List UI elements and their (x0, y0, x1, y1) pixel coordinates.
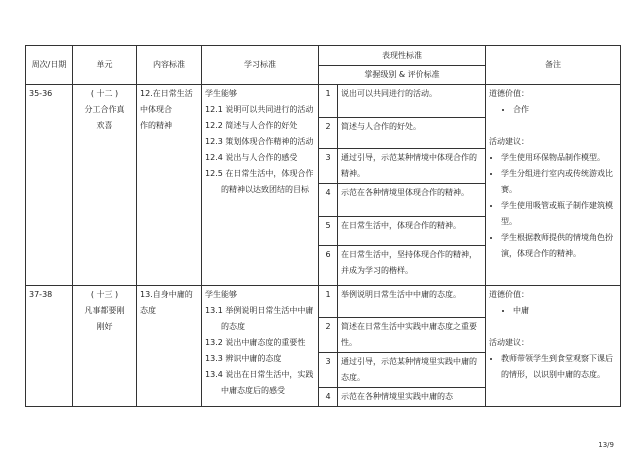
level-number: 6 (319, 246, 338, 286)
activity-item: • 学生分组进行室内或传统游戏比赛。 (501, 166, 617, 198)
learning-item: 12.4 说出与人合作的感受 (205, 153, 298, 162)
learning-intro: 学生能够 (205, 89, 237, 98)
remarks-cell (486, 85, 621, 286)
level-number: 2 (319, 118, 338, 149)
content-standard-cell: 13.自身中庸的 态度 (137, 286, 202, 407)
learning-item: 12.1 说明可以共同进行的活动 (205, 105, 314, 114)
week-cell: 35-36 (26, 85, 73, 286)
level-number: 1 (319, 286, 338, 318)
activity-title: 活动建议： (489, 338, 529, 347)
level-number: 2 (319, 318, 338, 353)
value-item: • 中庸 (513, 303, 617, 319)
level-number: 4 (319, 388, 338, 407)
activity-title: 活动建议： (489, 137, 529, 146)
level-text: 示范在各种情境里体现合作的精神。 (338, 184, 486, 217)
value-title: 道德价值： (489, 290, 529, 299)
level-number: 1 (319, 85, 338, 118)
unit-cell: ( 十三 ) 凡事都要刚 刚好 (73, 286, 137, 407)
level-text: 示范在各种情境里实践中庸的态 (338, 388, 486, 407)
header-week: 周次/日期 (26, 46, 73, 85)
value-item: • 合作 (513, 102, 617, 118)
level-number: 3 (319, 149, 338, 184)
remarks-cell (486, 286, 621, 407)
header-performance-sub: 掌握级别 & 评价标准 (319, 66, 486, 85)
learning-item: 13.2 说出中庸态度的重要性 (205, 338, 306, 347)
level-text: 简述与人合作的好处。 (338, 118, 486, 149)
header-learning-standard: 学习标准 (202, 46, 319, 85)
level-text: 在日常生活中，体现合作的精神。 (338, 217, 486, 246)
activity-item: • 学生使用吸管或瓶子制作建筑模型。 (501, 198, 617, 230)
header-unit: 单元 (73, 46, 137, 85)
value-title: 道德价值： (489, 89, 529, 98)
level-text: 举例说明日常生活中中庸的态度。 (338, 286, 486, 318)
level-number: 4 (319, 184, 338, 217)
curriculum-table (25, 45, 621, 407)
learning-item: 13.3 辨识中庸的态度 (205, 354, 282, 363)
learning-standard-cell (202, 286, 319, 407)
learning-item: 12.5 在日常生活中，体现合作 的精神以达致团结的目标 (205, 169, 314, 194)
unit-cell: ( 十二 ) 分工合作真 欢喜 (73, 85, 137, 286)
level-text: 通过引导，示范某种情境中体现合作的精神。 (338, 149, 486, 184)
level-text: 简述在日常生活中实践中庸态度之重要性。 (338, 318, 486, 353)
header-remarks: 备注 (486, 46, 621, 85)
activity-item: • 教师带领学生到食堂观察下课后的情形，以识别中庸的态度。 (501, 351, 617, 383)
level-number: 3 (319, 353, 338, 388)
week-cell: 37-38 (26, 286, 73, 407)
activity-item: • 学生使用环保物品制作模型。 (501, 150, 617, 166)
level-text: 在日常生活中，坚持体现合作的精神，并成为学习的楷样。 (338, 246, 486, 286)
learning-item: 12.2 简述与人合作的好处 (205, 121, 298, 130)
content-standard-cell: 12.在日常生活 中体现合 作的精神 (137, 85, 202, 286)
learning-item: 13.1 举例说明日常生活中中庸的态度 (205, 306, 314, 331)
activity-item: • 学生根据教师提供的情境角色扮演，体现合作的精神。 (501, 230, 617, 262)
page-number: 13/9 (598, 441, 614, 449)
header-performance-standard: 表现性标准 (319, 46, 486, 66)
learning-standard-cell (202, 85, 319, 286)
learning-item: 13.4 说出在日常生活中，实践中庸态度后的感受 (205, 370, 314, 395)
level-text: 通过引导，示范某种情境里实践中庸的态度。 (338, 353, 486, 388)
header-content-standard: 内容标准 (137, 46, 202, 85)
level-number: 5 (319, 217, 338, 246)
level-text: 说出可以共同进行的活动。 (338, 85, 486, 118)
learning-item: 12.3 策划体现合作精神的活动 (205, 137, 314, 146)
learning-intro: 学生能够 (205, 290, 237, 299)
